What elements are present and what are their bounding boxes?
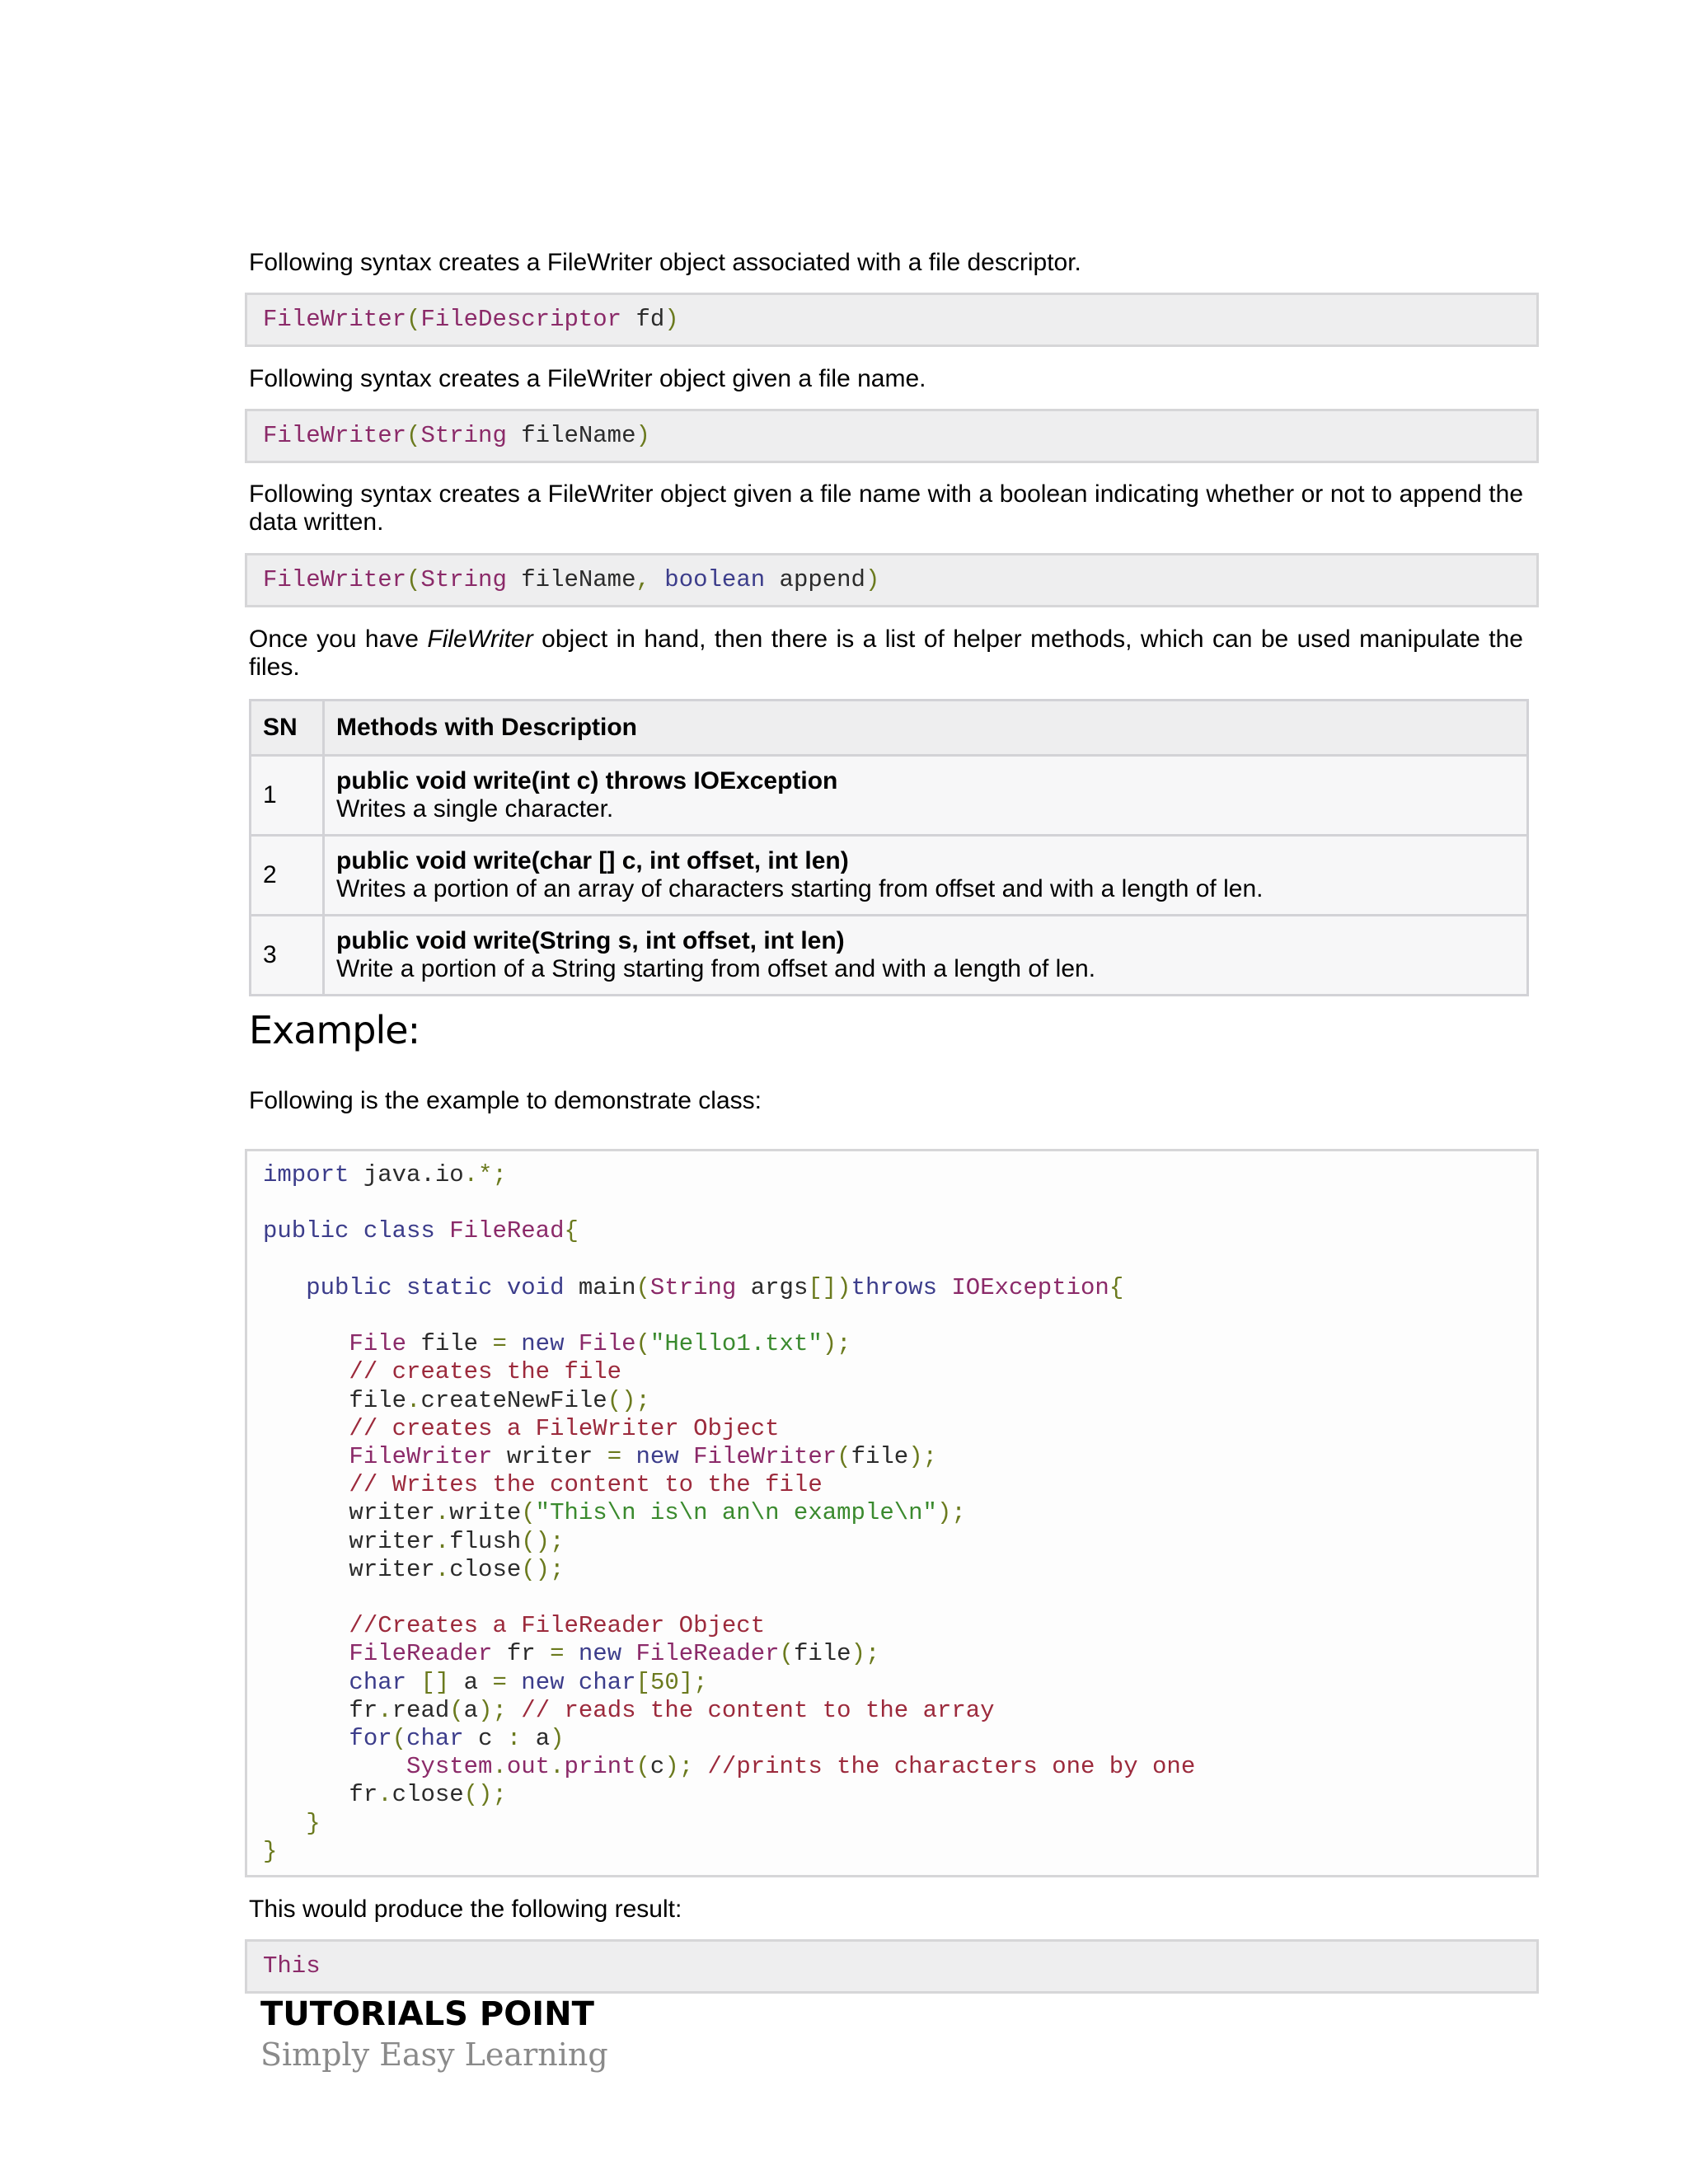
code-token: append	[765, 566, 865, 593]
code-token: ();	[521, 1527, 565, 1555]
code-token: writer	[263, 1555, 435, 1583]
code-token: (	[406, 306, 421, 333]
code-token: fileName	[506, 422, 636, 449]
result-intro: This would produce the following result:	[249, 1896, 682, 1923]
code-line	[263, 1246, 1536, 1274]
code-token: (	[406, 566, 421, 593]
code-line	[263, 1810, 1536, 1838]
code-token: char	[564, 1668, 636, 1696]
code-token: (	[521, 1499, 536, 1527]
code-token	[263, 1640, 349, 1667]
code-token: FileWriter	[678, 1443, 837, 1471]
code-token: String	[649, 1273, 737, 1301]
code-line	[263, 1725, 1536, 1753]
code-line	[263, 1697, 1536, 1725]
code-token: }	[263, 1837, 278, 1865]
code-token: =	[550, 1640, 565, 1668]
syntax-append	[245, 553, 1539, 607]
intro-append: Following syntax creates a FileWriter object given a file name with a boolean indicating whether or not to append the data written.	[249, 480, 1523, 536]
code-token: (	[635, 1753, 650, 1781]
code-token: String	[420, 566, 507, 593]
code-token: );	[664, 1753, 694, 1781]
code-token: file	[851, 1443, 909, 1471]
code-token: FileDescriptor	[420, 306, 622, 333]
code-token: close	[392, 1781, 464, 1809]
example-heading: Example:	[249, 1008, 420, 1052]
result-output-text: This	[263, 1952, 321, 1980]
code-token: .	[434, 1527, 450, 1555]
code-token: {	[1109, 1273, 1124, 1301]
code-token: System	[406, 1753, 493, 1781]
code-line	[263, 1161, 1536, 1189]
code-line	[263, 1838, 1536, 1866]
helper-text-class: FileWriter	[427, 626, 533, 653]
code-token: writer	[263, 1499, 435, 1527]
code-token: .*;	[463, 1161, 507, 1188]
helper-methods-intro	[249, 626, 1523, 682]
code-line	[263, 1189, 1536, 1217]
code-line	[263, 1781, 1536, 1809]
code-token: .	[377, 1696, 392, 1724]
code-token: // creates the file	[349, 1358, 622, 1386]
code-token	[263, 1471, 349, 1498]
code-token: throws	[851, 1273, 937, 1301]
code-token: ();	[607, 1386, 650, 1414]
code-line	[263, 1584, 1536, 1612]
code-token: FileReader	[621, 1640, 780, 1668]
code-token: c	[463, 1725, 507, 1753]
table-header-row	[251, 701, 1528, 756]
method-description: Writes a single character.	[336, 795, 614, 823]
code-token: writer	[492, 1443, 607, 1471]
helper-text-after: object in hand, then there is a list of helper methods, which can be used manipulate the files.	[249, 626, 1523, 681]
code-token	[263, 1669, 349, 1696]
syntax-file-name	[245, 409, 1539, 463]
code-token: file	[406, 1330, 493, 1358]
code-token: FileWriter	[349, 1443, 493, 1471]
code-token: ];	[678, 1668, 708, 1696]
code-token: )	[550, 1725, 565, 1753]
code-token: .	[492, 1753, 507, 1781]
code-token: .	[406, 1386, 421, 1414]
methods-table	[249, 699, 1529, 996]
code-token: a	[463, 1696, 479, 1724]
code-token: [	[635, 1668, 650, 1696]
method-description: Write a portion of a String starting from offset and with a length of len.	[336, 955, 1096, 982]
code-token: (	[392, 1725, 407, 1753]
code-token: out	[506, 1753, 551, 1781]
code-token: }	[306, 1809, 321, 1837]
code-token: // creates a FileWriter Object	[349, 1414, 780, 1442]
code-token: boolean	[649, 566, 766, 593]
code-token: c	[649, 1753, 665, 1781]
code-line	[263, 1387, 1536, 1415]
method-signature: public void write(String s, int offset, int len)	[336, 927, 845, 954]
intro-file-name: Following syntax creates a FileWriter object given a file name.	[249, 365, 926, 392]
code-token: FileWriter	[263, 422, 407, 449]
row-method	[324, 916, 1528, 996]
code-token: main	[564, 1273, 636, 1301]
code-token: write	[449, 1499, 522, 1527]
code-token: File	[564, 1330, 636, 1358]
code-token: a	[449, 1668, 493, 1696]
code-token: read	[392, 1696, 450, 1724]
code-token	[263, 1810, 306, 1837]
code-token: String	[420, 422, 507, 449]
code-line	[263, 1640, 1536, 1668]
helper-text-before: Once you have	[249, 626, 428, 653]
example-intro: Following is the example to demonstrate class:	[249, 1087, 762, 1114]
code-token: FileReader	[349, 1640, 493, 1668]
code-token: new	[564, 1640, 622, 1668]
code-token: (	[449, 1696, 464, 1724]
header-methods: Methods with Description	[324, 701, 1528, 756]
intro-file-descriptor: Following syntax creates a FileWriter object associated with a file descriptor.	[249, 249, 1081, 276]
code-token: //Creates a FileReader Object	[349, 1612, 766, 1640]
row-method	[324, 836, 1528, 916]
code-token: FileWriter	[263, 566, 407, 593]
code-token: new	[506, 1668, 565, 1696]
code-line	[263, 1415, 1536, 1443]
code-token: )	[865, 566, 880, 593]
code-token: (	[837, 1443, 851, 1471]
code-token: a	[521, 1725, 551, 1753]
code-line	[263, 1471, 1536, 1499]
row-sn: 1	[251, 756, 324, 836]
row-sn: 2	[251, 836, 324, 916]
code-token: );	[478, 1696, 507, 1724]
code-token: .	[550, 1753, 565, 1781]
syntax-file-descriptor	[245, 293, 1539, 347]
code-token: .	[434, 1499, 450, 1527]
code-token: (	[779, 1640, 794, 1668]
method-signature: public void write(char [] c, int offset, int len)	[336, 847, 849, 874]
code-token: flush	[449, 1527, 522, 1555]
code-token: file	[793, 1640, 851, 1668]
row-sn: 3	[251, 916, 324, 996]
code-token: ,	[635, 566, 650, 593]
method-signature: public void write(int c) throws IOException	[336, 767, 838, 794]
code-token: "This\n is\n an\n example\n"	[535, 1499, 937, 1527]
code-token: IOException	[936, 1273, 1109, 1301]
code-token	[263, 1753, 406, 1780]
code-token: (	[635, 1330, 650, 1358]
code-token: args	[736, 1273, 809, 1301]
code-token: file	[263, 1386, 407, 1414]
code-line	[263, 1302, 1536, 1330]
code-token: [])	[808, 1273, 851, 1301]
code-token: "Hello1.txt"	[649, 1330, 823, 1358]
code-token: )	[635, 422, 650, 449]
code-line	[263, 1217, 1536, 1245]
code-token: new	[506, 1330, 565, 1358]
code-token: char	[406, 1725, 464, 1753]
code-token	[263, 1415, 349, 1442]
code-line	[263, 1556, 1536, 1584]
code-token: fr	[492, 1640, 551, 1668]
code-token	[263, 1725, 349, 1752]
row-method	[324, 756, 1528, 836]
result-output-box	[245, 1939, 1539, 1994]
code-token: //prints the characters one by one	[693, 1753, 1196, 1781]
code-token: :	[506, 1725, 522, 1753]
code-line	[263, 1499, 1536, 1527]
code-token: FileRead	[434, 1217, 565, 1245]
code-token: fd	[621, 306, 665, 333]
code-token: =	[492, 1330, 507, 1358]
header-sn: SN	[251, 701, 324, 756]
code-line	[263, 1669, 1536, 1697]
code-token	[263, 1274, 306, 1301]
code-token: fileName	[506, 566, 636, 593]
code-token: File	[349, 1330, 407, 1358]
code-token: close	[449, 1555, 522, 1583]
code-token: // Writes the content to the file	[349, 1471, 823, 1499]
code-token: import	[263, 1161, 349, 1188]
code-token: []	[406, 1668, 450, 1696]
code-token: {	[564, 1217, 579, 1245]
code-line	[263, 1443, 1536, 1471]
code-token: =	[492, 1668, 507, 1696]
code-token: );	[908, 1443, 937, 1471]
table-row	[251, 756, 1528, 836]
code-token: new	[621, 1443, 679, 1471]
code-token: char	[349, 1668, 407, 1696]
code-line	[263, 1612, 1536, 1640]
code-token: =	[607, 1443, 622, 1471]
code-token	[263, 1358, 349, 1385]
code-token: createNewFile	[420, 1386, 607, 1414]
code-token: ();	[463, 1781, 507, 1809]
code-token: );	[936, 1499, 966, 1527]
code-token: print	[564, 1753, 636, 1781]
code-token: .	[434, 1555, 450, 1583]
code-token: FileWriter	[263, 306, 407, 333]
code-token: java.io	[349, 1161, 464, 1188]
code-line	[263, 1358, 1536, 1386]
code-token: fr	[263, 1781, 378, 1809]
example-code-block	[245, 1149, 1539, 1877]
code-token: // reads the content to the array	[506, 1696, 995, 1724]
code-token: 50	[649, 1668, 679, 1696]
code-token: public static void	[306, 1273, 565, 1301]
code-line	[263, 1528, 1536, 1556]
table-row	[251, 916, 1528, 996]
footer-brand: TUTORIALS POINT	[260, 1995, 594, 2033]
code-token: .	[377, 1781, 392, 1809]
code-token	[263, 1612, 349, 1639]
code-line	[263, 1274, 1536, 1302]
code-token	[263, 1443, 349, 1470]
code-line	[263, 1753, 1536, 1781]
method-description: Writes a portion of an array of characters starting from offset and with a length of len.	[336, 875, 1264, 902]
code-token: (	[406, 422, 421, 449]
code-token: public class	[263, 1217, 435, 1245]
code-token: );	[851, 1640, 880, 1668]
code-token: (	[635, 1273, 650, 1301]
code-token: )	[664, 306, 679, 333]
footer-tagline: Simply Easy Learning	[260, 2036, 608, 2073]
code-line	[263, 1330, 1536, 1358]
code-token: ();	[521, 1555, 565, 1583]
code-token: writer	[263, 1527, 435, 1555]
code-token: for	[349, 1725, 392, 1753]
code-token	[263, 1330, 349, 1357]
table-row	[251, 836, 1528, 916]
code-token: );	[822, 1330, 851, 1358]
code-token: fr	[263, 1696, 378, 1724]
